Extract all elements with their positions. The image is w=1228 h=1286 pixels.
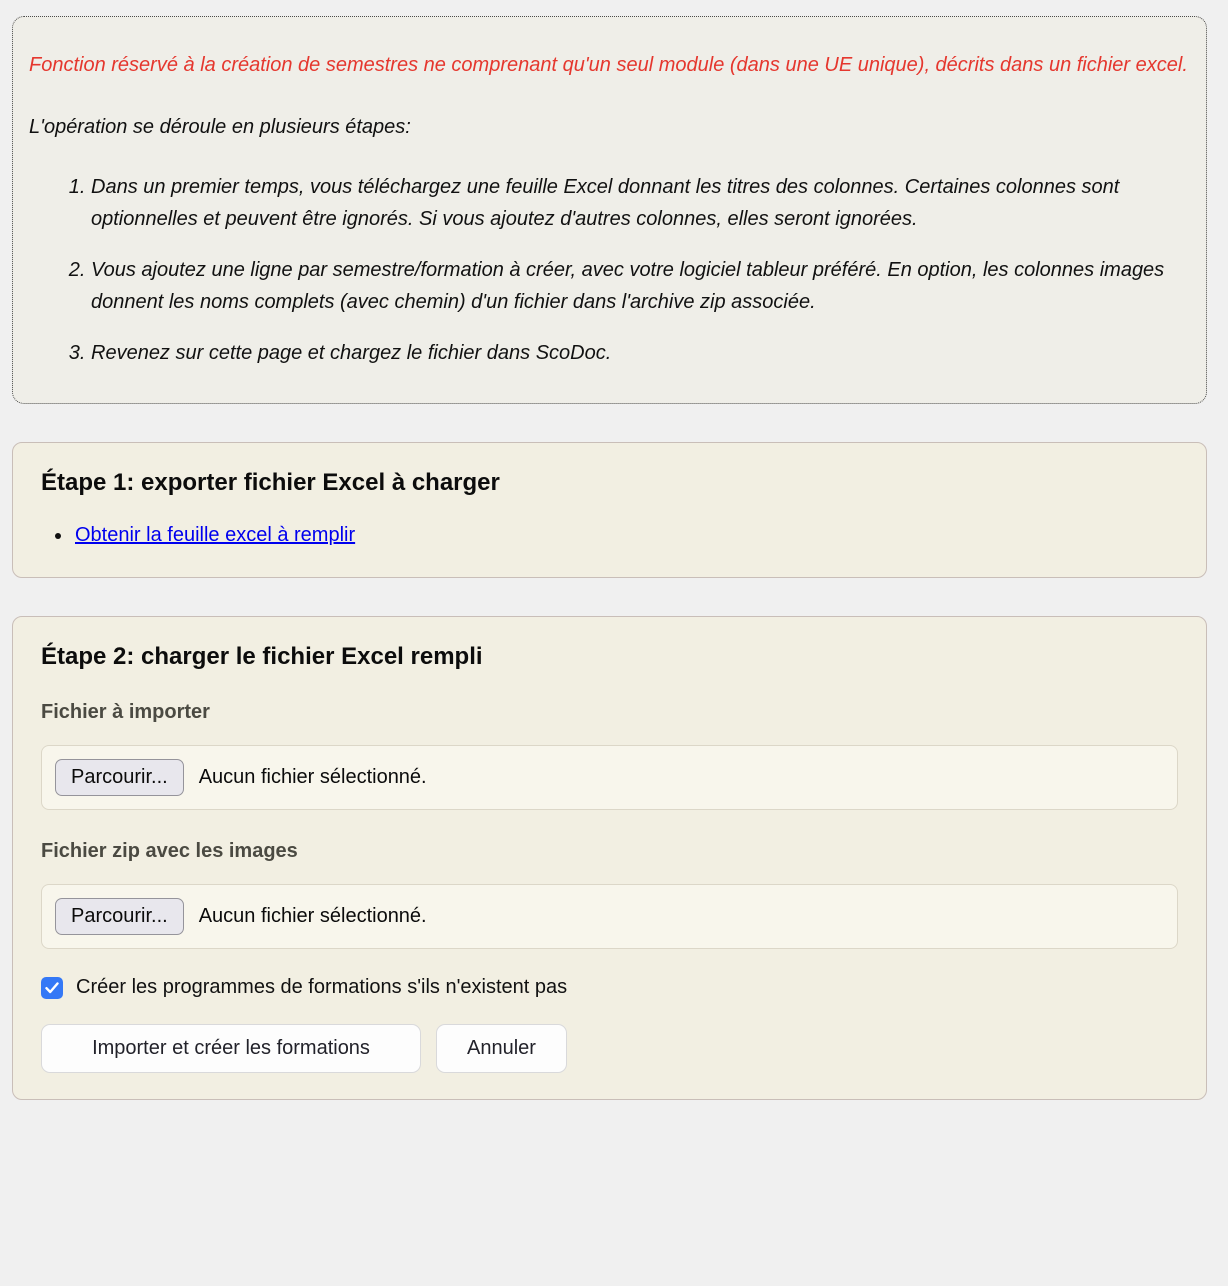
steps-list xyxy=(29,171,1188,369)
warning-text: Fonction réservé à la création de semestres ne comprenant qu'un seul module (dans une UE unique), décrits dans un fichier excel. xyxy=(29,54,1188,76)
intro-text: L'opération se déroule en plusieurs étapes: xyxy=(29,116,411,138)
download-excel-template-link[interactable]: Obtenir la feuille excel à remplir xyxy=(75,524,356,546)
step2-title: Étape 2: charger le fichier Excel rempli xyxy=(41,643,483,670)
browse-button[interactable]: Parcourir... xyxy=(55,759,184,796)
no-file-selected-text: Aucun fichier sélectionné. xyxy=(198,766,427,788)
zip-file-input[interactable] xyxy=(41,884,1178,949)
excel-file-input[interactable] xyxy=(41,745,1178,810)
check-icon xyxy=(45,982,59,994)
form-actions xyxy=(41,1024,1178,1073)
step2-panel xyxy=(12,616,1207,1100)
list-item: 3. Revenez sur cette page et chargez le fichier dans ScoDoc. xyxy=(91,337,1188,369)
step1-links-list xyxy=(41,524,1178,547)
import-formations-page xyxy=(0,16,1228,1125)
zip-file-label: Fichier zip avec les images xyxy=(41,840,298,862)
file-import-label: Fichier à importer xyxy=(41,701,210,723)
list-item: 1. Dans un premier temps, vous téléchargez une feuille Excel donnant les titres des colonnes. Certaines colonnes sont optionnelles et peuvent être ignorés. Si vous ajoutez d'autres colonnes, elles seront ignorées. xyxy=(91,171,1188,235)
list-item: 2. Vous ajoutez une ligne par semestre/formation à créer, avec votre logiciel tableur préféré. En option, les colonnes images donnent les noms complets (avec chemin) d'un fichier dans l'archive zip associée. xyxy=(91,254,1188,318)
step1-title: Étape 1: exporter fichier Excel à charger xyxy=(41,469,500,496)
create-programs-label: Créer les programmes de formations s'ils n'existent pas xyxy=(76,976,568,998)
no-file-selected-text: Aucun fichier sélectionné. xyxy=(198,905,427,927)
import-submit-button[interactable]: Importer et créer les formations xyxy=(41,1024,421,1073)
cancel-button[interactable]: Annuler xyxy=(436,1024,567,1073)
help-notice xyxy=(12,16,1207,404)
create-programs-row xyxy=(41,976,1178,999)
list-item xyxy=(73,524,1178,547)
bottom-spacer xyxy=(0,1100,1228,1125)
step1-panel xyxy=(12,442,1207,578)
browse-button[interactable]: Parcourir... xyxy=(55,898,184,935)
create-programs-checkbox[interactable] xyxy=(41,977,63,999)
